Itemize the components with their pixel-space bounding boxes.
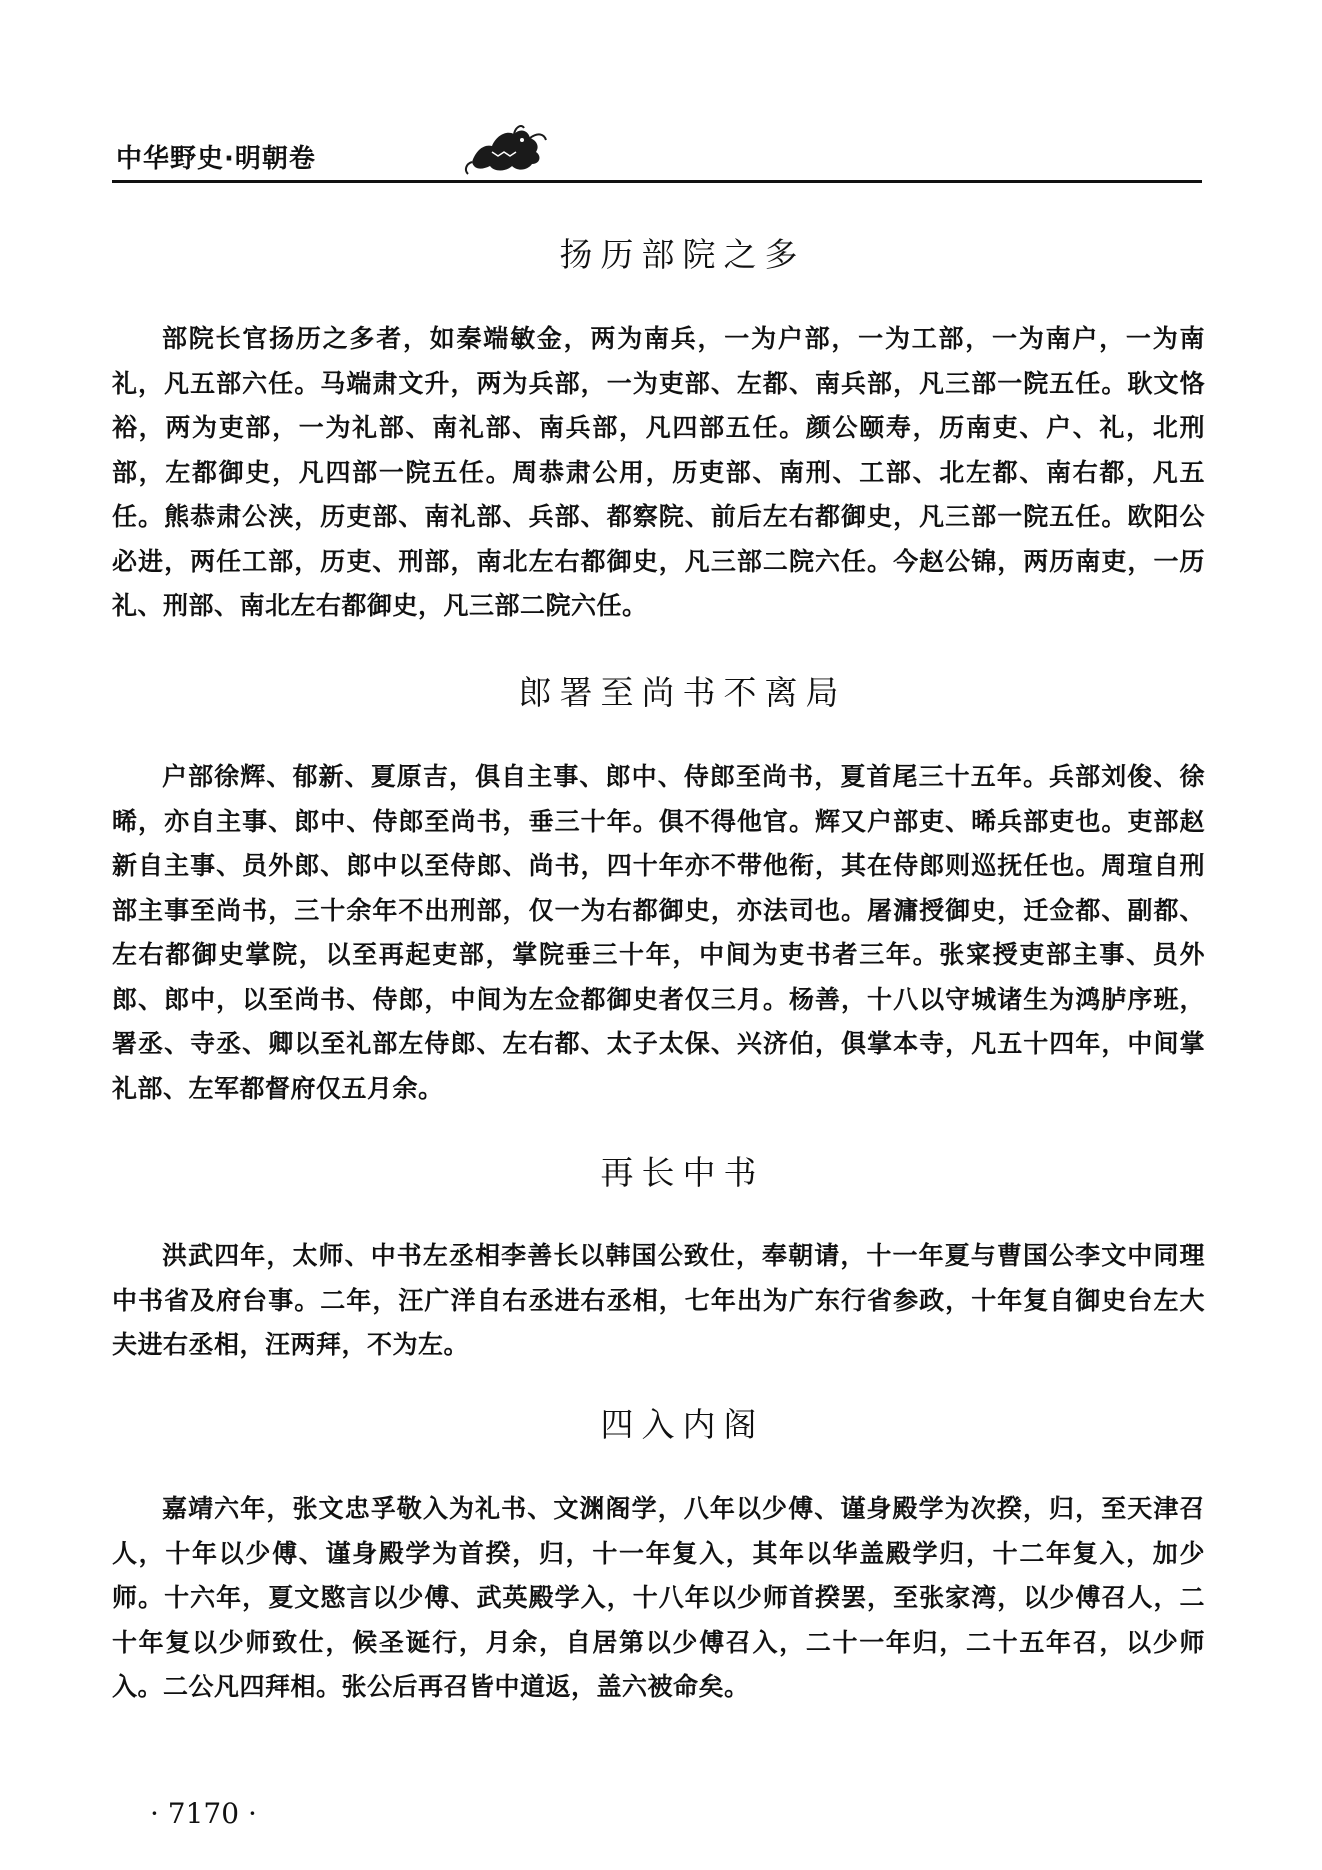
section-3-body-wrap [112,1234,1205,1368]
running-head [112,128,1202,184]
section-2-body-wrap [112,755,1205,1111]
dragon-icon [462,122,548,178]
section-body: 洪武四年，太师、中书左丞相李善长以韩国公致仕，奉朝请，十一年夏与曹国公李文中同理中书省及府台事。二年，汪广洋自右丞进右丞相，七年出为广东行省参政，十年复自御史台左大夫进右丞相，汪两拜，不为左。 [112,1241,1205,1359]
section-title: 郎署至尚书不离局 [518,673,847,712]
book-title: 中华野史·明朝卷 [116,144,316,174]
section-body: 户部徐辉、郁新、夏原吉，俱自主事、郎中、侍郎至尚书，夏首尾三十五年。兵部刘俊、徐晞，亦自主事、郎中、侍郎至尚书，垂三十年。俱不得他官。辉又户部吏、晞兵部吏也。吏部赵新自主事、员外郎、郎中以至侍郎、尚书，四十年亦不带他衔，其在侍郎则巡抚任也。周瑄自刑部主事至尚书，三十余年不出刑部，仅一为右都御史，亦法司也。屠滽授御史，迁佥都、副都、左右都御史掌院，以至再起吏部，掌院垂三十年，中间为吏书者三年。张寀授吏部主事、员外郎、郎中，以至尚书、侍郎，中间为左佥都御史者仅三月。杨善，十八以守城诸生为鸿胪序班，署丞、寺丞、卿以至礼部左侍郎、左右都、太子太保、兴济伯，俱掌本寺，凡五十四年，中间掌礼部、左军都督府仅五月余。 [112,762,1205,1103]
section-4 [160,1402,1205,1448]
section-1-body-wrap [112,317,1205,629]
section-1 [160,232,1205,278]
section-title: 扬历部院之多 [559,235,806,274]
section-body: 部院长官扬历之多者，如秦端敏金，两为南兵，一为户部，一为工部，一为南户，一为南礼，凡五部六任。马端肃文升，两为兵部，一为吏部、左都、南兵部，凡三部一院五任。耿文恪裕，两为吏部，一为礼部、南礼部、南兵部，凡四部五任。颜公颐寿，历南吏、户、礼，北刑部，左都御史，凡四部一院五任。周恭肃公用，历吏部、南刑、工部、北左都、南右都，凡五任。熊恭肃公浃，历吏部、南礼部、兵部、都察院、前后左右都御史，凡三部一院五任。欧阳公必进，两任工部，历吏、刑部，南北左右都御史，凡三部二院六任。今赵公锦，两历南吏，一历礼、刑部、南北左右都御史，凡三部二院六任。 [112,324,1205,620]
section-2 [160,670,1205,716]
section-3 [160,1150,1205,1196]
header-rule [112,180,1202,183]
section-4-body-wrap [112,1487,1205,1710]
section-body: 嘉靖六年，张文忠孚敬入为礼书、文渊阁学，八年以少傅、谨身殿学为次揆，归，至天津召人，十年以少傅、谨身殿学为首揆，归，十一年复入，其年以华盖殿学归，十二年复入，加少师。十六年，夏文愍言以少傅、武英殿学入，十八年以少师首揆罢，至张家湾，以少傅召人，二十年复以少师致仕，候圣诞行，月余，自居第以少傅召入，二十一年归，二十五年召，以少师入。二公凡四拜相。张公后再召皆中道返，盖六被命矣。 [112,1494,1205,1701]
section-title: 四入内阁 [600,1405,765,1444]
section-title: 再长中书 [600,1153,765,1192]
page-number: · 7170 · [150,1797,257,1830]
